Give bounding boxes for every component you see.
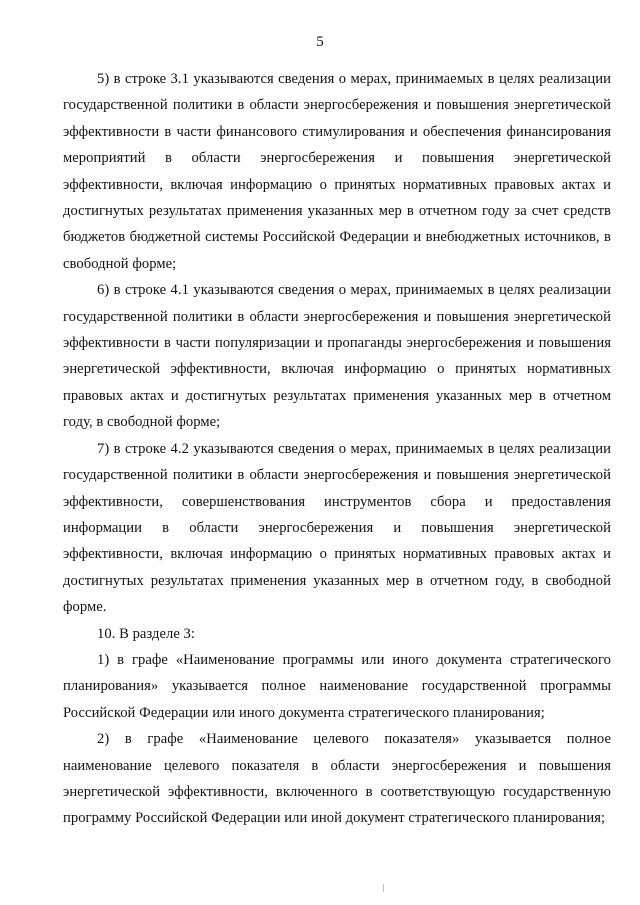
paragraph-item-1: 1) в графе «Наименование программы или иного документа стратегического планирования» указывается полное наименование государственной программы Российской Федерации или иного документа стратегического планирования; xyxy=(63,651,611,721)
paragraph-item-5: 5) в строке 3.1 указываются сведения о мерах, принимаемых в целях реализации государственной политики в области энергосбережения и повышения энергетической эффективности в части финансового стимулирования и обеспечения финансирования мероприятий в области энергосбережения и повышения энергетической эффективности, включая информацию о принятых нормативных правовых актах и достигнутых результатах применения указанных мер в отчетном году за счет средств бюджетов бюджетной системы Российской Федерации и внебюджетных источников, в свободной форме; xyxy=(63,71,611,272)
section-heading: 10. В разделе 3: xyxy=(97,625,196,642)
paragraph-item-7: 7) в строке 4.2 указываются сведения о мерах, принимаемых в целях реализации государственной политики в области энергосбережения и повышения энергетической эффективности, совершенствования инструментов сбора и предоставления информации в области энергосбережения и повышения энергетической эффективности, включая информацию о принятых нормативных правовых актах и достигнутых результатах применения указанных мер в отчетном году, в свободной форме. xyxy=(63,440,611,616)
scan-artifact xyxy=(383,884,384,892)
page-number: 5 xyxy=(316,34,324,50)
paragraph-item-2: 2) в графе «Наименование целевого показателя» указывается полное наименование целевого показателя в области энергосбережения и повышения энергетической эффективности, включенного в соответствующую государственную программу Российской Федерации или иной документ стратегического планирования; xyxy=(63,731,611,827)
paragraph-item-6: 6) в строке 4.1 указываются сведения о мерах, принимаемых в целях реализации государственной политики в области энергосбережения и повышения энергетической эффективности в части популяризации и пропаганды энергосбережения и повышения энергетической эффективности, включая информацию о принятых нормативных правовых актах и достигнутых результатах применения указанных мер в отчетном году, в свободной форме; xyxy=(63,282,611,431)
document-body xyxy=(63,66,611,832)
